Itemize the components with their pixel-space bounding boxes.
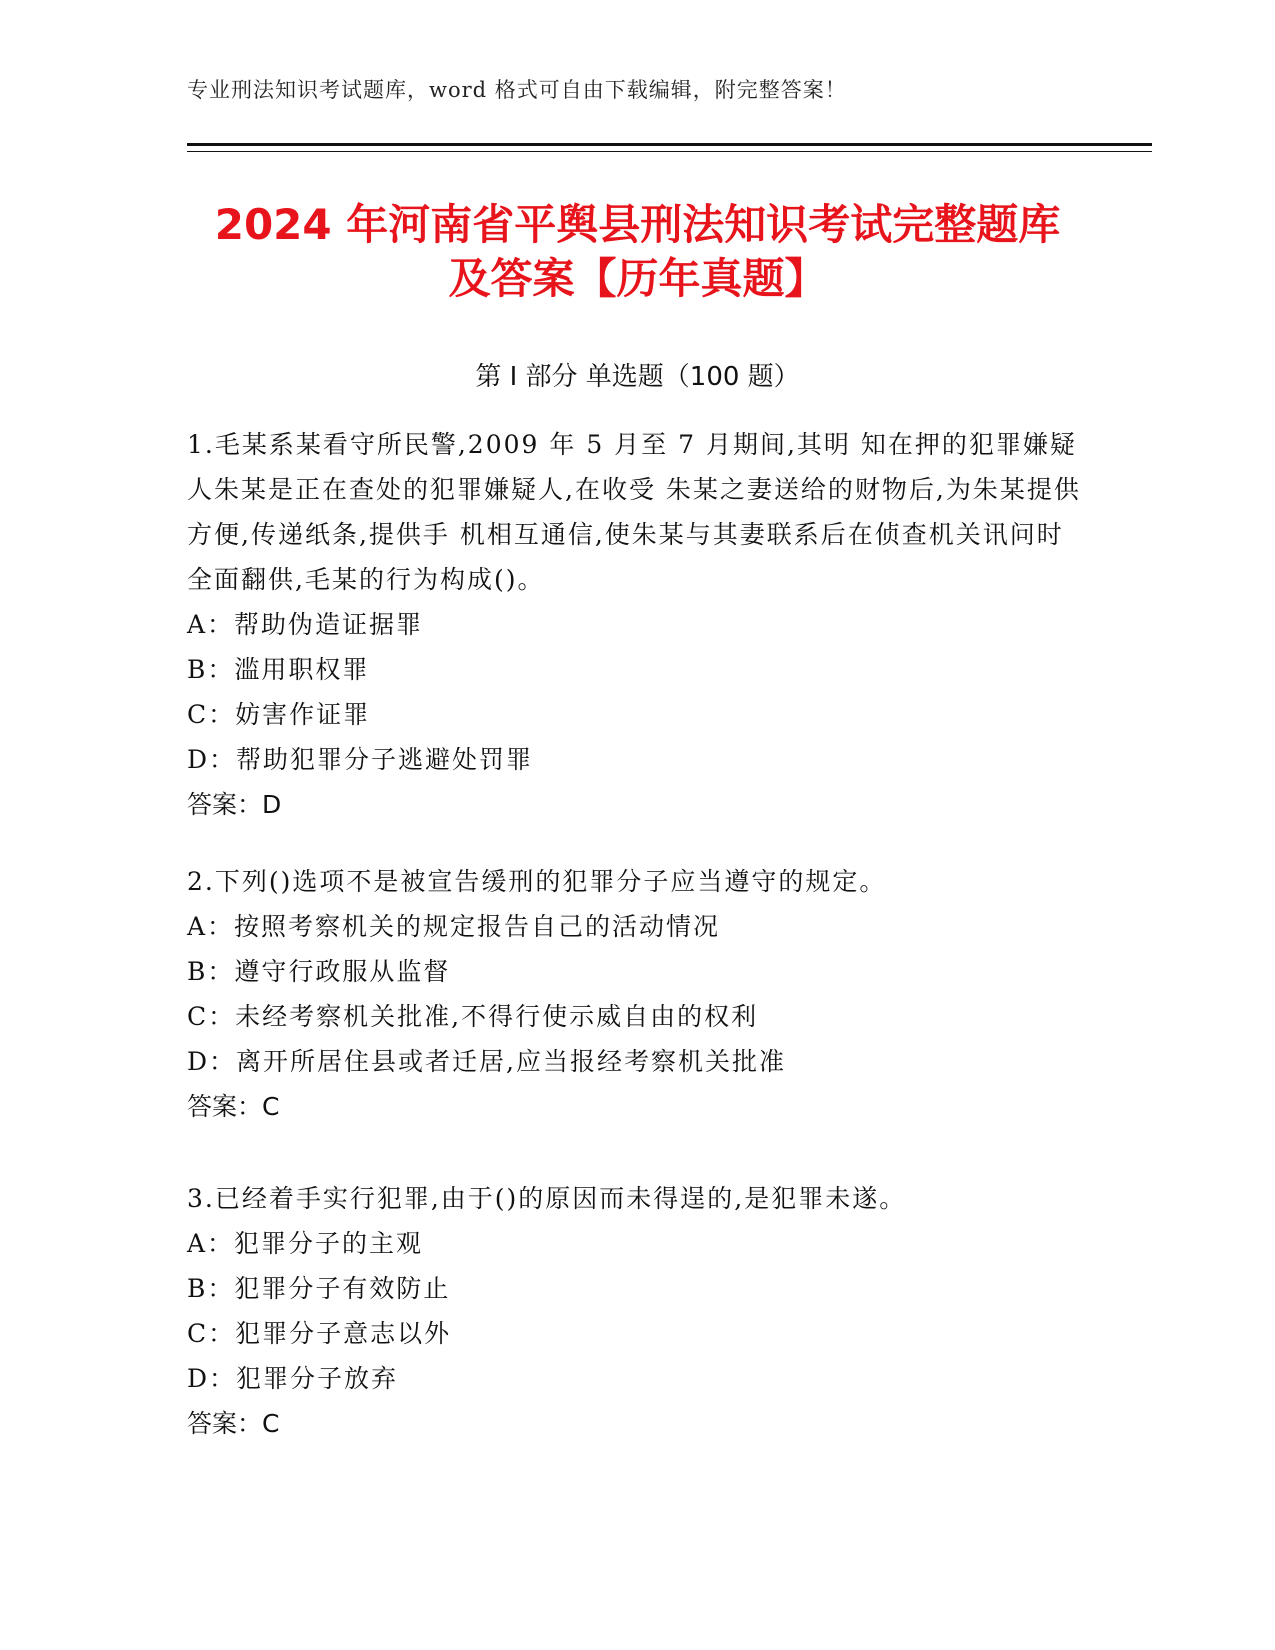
document-title [150, 198, 1125, 306]
header-rule-thick [187, 143, 1152, 146]
option-d: D：犯罪分子放弃 [187, 1364, 399, 1393]
question-stem: 1.毛某系某看守所民警,2009 年 5 月至 7 月期间,其明 知在押的犯罪嫌疑人朱某是正在查处的犯罪嫌疑人,在收受 朱某之妻送给的财物后,为朱某提供方便,传递纸条,提供手 机相互通信,使朱某与其妻联系后在侦查机关讯问时全面翻供,毛某的行为构成()。 [187, 430, 1081, 594]
answer: 答案：C [187, 1092, 280, 1121]
answer: 答案：D [187, 790, 282, 819]
option-b: B：遵守行政服从监督 [187, 957, 451, 986]
document-title-line-2: 及答案【历年真题】 [448, 254, 827, 303]
option-a: A：帮助伪造证据罪 [187, 610, 424, 639]
option-c: C：未经考察机关批准,不得行使示威自由的权利 [187, 1002, 759, 1031]
document-title-line-1: 2024 年河南省平舆县刑法知识考试完整题库 [214, 200, 1061, 249]
option-c: C：妨害作证罪 [187, 700, 371, 729]
question-3 [187, 1176, 1087, 1447]
question-2 [187, 859, 1087, 1130]
section-heading: 第 I 部分 单选题（100 题） [475, 362, 800, 392]
option-b: B：犯罪分子有效防止 [187, 1274, 451, 1303]
header-note: 专业刑法知识考试题库，word 格式可自由下载编辑，附完整答案！ [187, 78, 847, 102]
option-a: A：按照考察机关的规定报告自己的活动情况 [187, 912, 721, 941]
option-a: A：犯罪分子的主观 [187, 1229, 424, 1258]
question-1 [187, 422, 1087, 828]
answer: 答案：C [187, 1409, 280, 1438]
header-rule-thin [187, 151, 1152, 152]
question-stem: 3.已经着手实行犯罪,由于()的原因而未得逞的,是犯罪未遂。 [187, 1184, 907, 1213]
option-c: C：犯罪分子意志以外 [187, 1319, 452, 1348]
question-stem: 2.下列()选项不是被宣告缓刑的犯罪分子应当遵守的规定。 [187, 867, 887, 896]
option-b: B：滥用职权罪 [187, 655, 370, 684]
option-d: D：帮助犯罪分子逃避处罚罪 [187, 745, 534, 774]
option-d: D：离开所居住县或者迁居,应当报经考察机关批准 [187, 1047, 786, 1076]
